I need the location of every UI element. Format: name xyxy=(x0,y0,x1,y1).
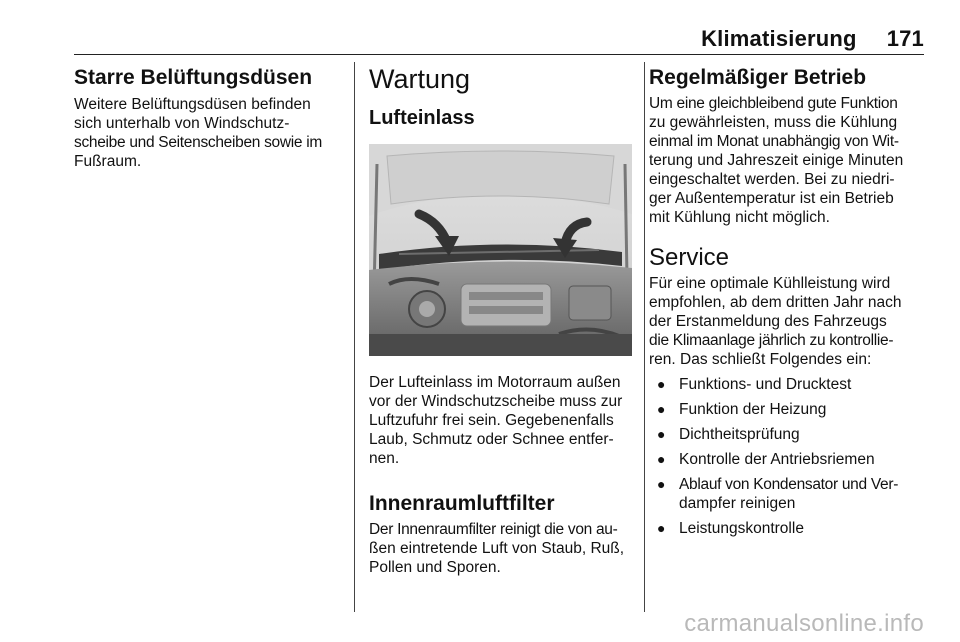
body-line: empfohlen, ab dem dritten Jahr nach xyxy=(649,294,902,311)
body-line: ger Außentemperatur ist ein Betrieb xyxy=(649,190,894,207)
body-line: eingeschaltet werden. Bei zu niedri- xyxy=(649,171,895,188)
service-checklist xyxy=(649,375,929,538)
bullet-icon: ● xyxy=(657,376,666,392)
bullet-icon: ● xyxy=(657,451,666,467)
body-line: ßen eintretende Luft von Staub, Ruß, xyxy=(369,540,625,557)
page-header xyxy=(701,26,924,52)
column-middle xyxy=(369,62,634,577)
column-divider-1 xyxy=(354,62,355,612)
chapter-heading-wartung: Wartung xyxy=(369,64,471,94)
body-line: scheibe und Seitenscheiben sowie im xyxy=(74,134,322,151)
chapter-title: Klimatisierung xyxy=(701,26,857,51)
bullet-icon: ● xyxy=(657,476,666,492)
section-heading-vents: Starre Belüftungsdüsen xyxy=(74,66,313,89)
section-heading-filter: Innenraumluftfilter xyxy=(369,492,555,515)
section-heading-lufteinlass: Lufteinlass xyxy=(369,107,475,129)
list-item: ● Funktion der Heizung xyxy=(657,401,827,418)
list-item: ● Dichtheitsprüfung xyxy=(657,426,800,443)
body-line: Der Lufteinlass im Motorraum außen xyxy=(369,374,621,391)
bullet-icon: ● xyxy=(657,520,666,536)
list-item: ● Kontrolle der Antriebsriemen xyxy=(657,451,875,468)
column-right xyxy=(649,62,929,538)
body-line: Weitere Belüftungsdüsen befinden xyxy=(74,96,311,113)
page-number: 171 xyxy=(886,26,924,51)
body-line: Um eine gleichbleibend gute Funktion xyxy=(649,95,898,112)
body-line: mit Kühlung nicht möglich. xyxy=(649,209,830,226)
body-line: vor der Windschutzscheibe muss zur xyxy=(369,393,623,410)
body-line: Der Innenraumfilter reinigt die von au- xyxy=(369,521,618,538)
body-line: Für eine optimale Kühlleistung wird xyxy=(649,275,891,292)
watermark: carmanualsonline.info xyxy=(684,610,924,637)
body-line: nen. xyxy=(369,450,400,467)
section-heading-operation: Regelmäßiger Betrieb xyxy=(649,66,867,89)
list-item: ● Funktions- und Drucktest xyxy=(657,376,852,393)
bullet-icon: ● xyxy=(657,426,666,442)
body-line: sich unterhalb von Windschutz- xyxy=(74,115,290,132)
body-line: die Klimaanlage jährlich zu kontrollie- xyxy=(649,332,894,349)
body-line: Luftzufuhr frei sein. Gegebenenfalls xyxy=(369,412,614,429)
section-heading-service: Service xyxy=(649,244,730,271)
header-rule xyxy=(74,54,924,55)
engine-bay-illustration xyxy=(369,144,632,356)
column-left xyxy=(74,62,344,171)
bullet-icon: ● xyxy=(657,401,666,417)
body-line: terung und Jahreszeit einige Minuten xyxy=(649,152,904,169)
list-item: ● Leistungskontrolle xyxy=(657,520,804,537)
body-line: ren. Das schließt Folgendes ein: xyxy=(649,351,872,368)
column-divider-2 xyxy=(644,62,645,612)
body-line: Fußraum. xyxy=(74,153,142,170)
body-line: einmal im Monat unabhängig von Wit- xyxy=(649,133,899,150)
list-item: ● Ablauf von Kondensator und Ver- dampfer reinigen xyxy=(657,476,899,512)
body-line: zu gewährleisten, muss die Kühlung xyxy=(649,114,898,131)
engine-bay-photo xyxy=(369,144,632,356)
body-line: Laub, Schmutz oder Schnee entfer- xyxy=(369,431,614,448)
body-line: Pollen und Sporen. xyxy=(369,559,501,576)
body-line: der Erstanmeldung des Fahrzeugs xyxy=(649,313,887,330)
